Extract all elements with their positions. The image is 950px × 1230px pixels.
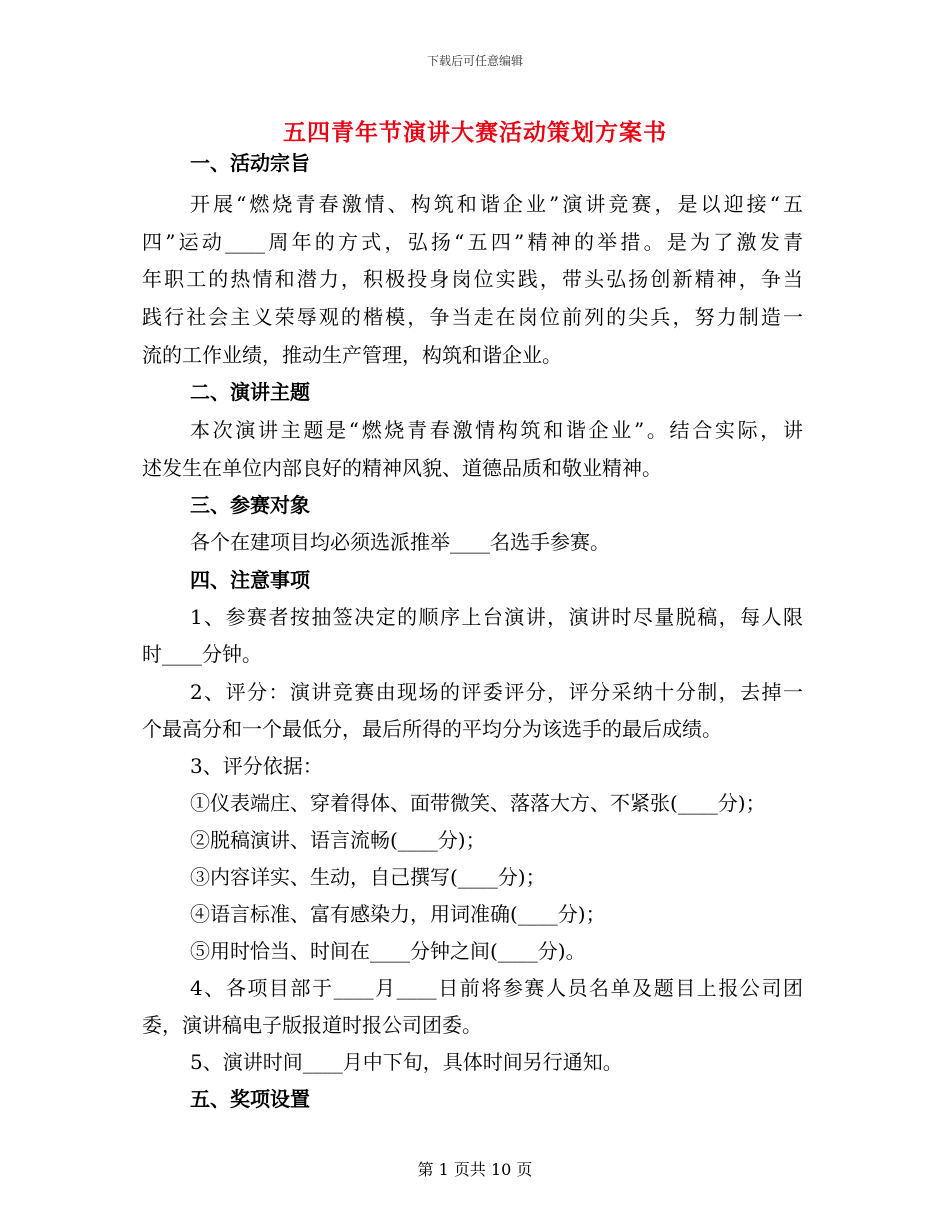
document-title: 五四青年节演讲大赛活动策划方案书 xyxy=(283,120,667,146)
section-heading-theme: 二、演讲主题 xyxy=(190,380,310,404)
section-heading-awards: 五、奖项设置 xyxy=(190,1087,310,1111)
paragraph-line: 流的工作业绩，推动生产管理，构筑和谐企业。 xyxy=(142,343,562,367)
list-item: 个最高分和一个最低分，最后所得的平均分为该选手的最后成绩。 xyxy=(142,717,722,741)
paragraph-line: 年职工的热情和潜力，积极投身岗位实践，带头弘扬创新精神，争当 xyxy=(142,267,803,291)
paragraph-line: 践行社会主义荣辱观的楷模，争当走在岗位前列的尖兵，努力制造一 xyxy=(142,305,803,329)
page-number: 第 1 页共 10 页 xyxy=(417,1160,533,1179)
page-header-note: 下载后可任意编辑 xyxy=(426,54,523,68)
criteria-item: ④语言标准、富有感染力，用词准确(____分)； xyxy=(190,902,606,926)
section-heading-purpose: 一、活动宗旨 xyxy=(190,151,310,175)
list-item: 时____分钟。 xyxy=(142,642,262,666)
criteria-item: ⑤用时恰当、时间在____分钟之间(____分)。 xyxy=(190,939,586,963)
criteria-item: ②脱稿演讲、语言流畅(____分)； xyxy=(190,828,486,852)
list-item: 1、参赛者按抽签决定的顺序上台演讲，演讲时尽量脱稿，每人限 xyxy=(190,605,803,629)
paragraph-line: 各个在建项目均必须选派推举____名选手参赛。 xyxy=(190,530,610,554)
section-heading-participants: 三、参赛对象 xyxy=(190,493,310,517)
paragraph-line: 述发生在单位内部良好的精神风貌、道德品质和敬业精神。 xyxy=(142,456,662,480)
section-heading-notes: 四、注意事项 xyxy=(190,568,310,592)
criteria-item: ③内容详实、生动，自己撰写(____分)； xyxy=(190,865,546,889)
list-item: 2、评分：演讲竞赛由现场的评委评分，评分采纳十分制，去掉一 xyxy=(190,680,803,704)
paragraph-line: 四”运动____周年的方式，弘扬“五四”精神的举措。是为了激发青 xyxy=(142,230,803,254)
list-item: 委，演讲稿电子版报道时报公司团委。 xyxy=(142,1013,482,1037)
paragraph-line: 本次演讲主题是“燃烧青春激情构筑和谐企业”。结合实际，讲 xyxy=(190,418,803,442)
criteria-item: ①仪表端庄、穿着得体、面带微笑、落落大方、不紧张(____分)； xyxy=(190,791,766,815)
paragraph-line: 开展“燃烧青春激情、构筑和谐企业”演讲竞赛，是以迎接“五 xyxy=(190,192,803,216)
list-item: 4、各项目部于____月____日前将参赛人员名单及题目上报公司团 xyxy=(190,976,803,1000)
list-item: 3、评分依据： xyxy=(190,754,323,778)
list-item: 5、演讲时间____月中下旬，具体时间另行通知。 xyxy=(190,1050,623,1074)
